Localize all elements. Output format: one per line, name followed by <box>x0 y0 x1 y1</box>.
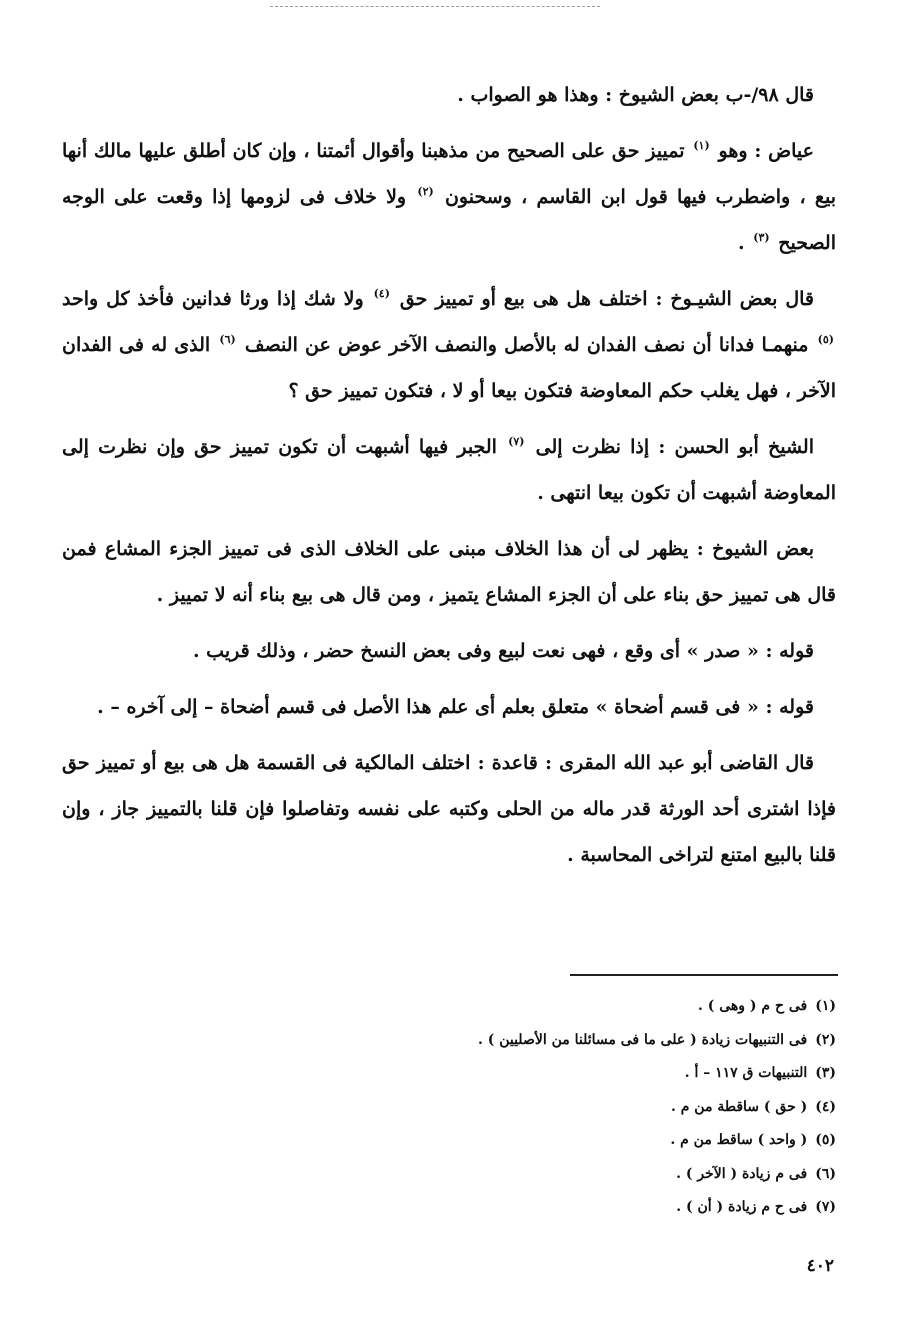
footnote-number: (٧) <box>815 1199 836 1215</box>
footnote-ref-5: (٥) <box>817 333 834 346</box>
footnote-number: (٤) <box>815 1098 836 1115</box>
paragraph-2-text-c: ولا خلاف فى لزومها إذا وقعت على الوجه الصحيح <box>62 186 836 254</box>
paragraph-2-text-b: تمييز حق على الصحيح من مذهبنا وأقوال أئمتنا ، وإن كان أطلق عليها مالك أنها بيع ، واضطرب فيها قول ابن القاسم ، وسحنون <box>62 140 836 208</box>
paragraph-2-text-d: . <box>737 232 752 254</box>
paragraph-3-text-a: قال بعض الشيـوخ : اختلف هل هى بيع أو تمييز حق <box>391 288 814 310</box>
top-scan-rule <box>270 6 600 7</box>
footnote-divider <box>570 974 838 976</box>
paragraph-8: قال القاضى أبو عبد الله المقرى : قاعدة : اختلف المالكية فى القسمة هل هى بيع أو تمييز حق فإذا اشترى أحد الورثة قدر ماله من الحلى وكتبه على نفسه وتفاصلوا فإن قلنا بالتمييز جاز ، وإن قلنا بالبيع امتنع لتراخى المحاسبة . <box>62 752 836 866</box>
paragraph-4-text-a: الشيخ أبو الحسن : إذا نظرت إلى <box>526 436 814 458</box>
paragraph-1: قال ٩٨/-ب بعض الشيوخ : وهذا هو الصواب . <box>457 84 814 106</box>
footnote-text: ( واحد ) ساقط من م . <box>670 1132 808 1148</box>
paragraph-3 <box>62 276 836 414</box>
footnote-ref-4: (٤) <box>373 287 390 300</box>
footnote-item <box>136 1024 836 1058</box>
footnote-ref-3: (٣) <box>753 231 770 244</box>
footnote-text: فى ح م ( وهى ) . <box>697 998 808 1014</box>
footnote-ref-7: (٧) <box>508 435 525 448</box>
footnote-ref-2: (٢) <box>417 185 434 198</box>
paragraph-3-text-d: الذى له فى الفدان الآخر ، فهل يغلب حكم المعاوضة فتكون بيعا أو لا ، فتكون تمييز حق ؟ <box>62 334 836 402</box>
paragraph-4-text-b: الجبر فيها أشبهت أن تكون تمييز حق وإن نظرت إلى المعاوضة أشبهت أن تكون بيعا انتهى . <box>62 436 836 504</box>
footnote-ref-6: (٦) <box>219 333 236 346</box>
footnote-list <box>136 990 836 1225</box>
footnote-number: (٣) <box>815 1065 836 1081</box>
footnote-number: (١) <box>815 998 836 1014</box>
footnote-text: ( حق ) ساقطة من م . <box>671 1098 808 1115</box>
page-number: ٤٠٢ <box>806 1256 834 1276</box>
footnote-number: (٦) <box>815 1165 836 1182</box>
footnote-number: (٥) <box>815 1132 836 1148</box>
paragraph-6: قوله : « صدر » أى وقع ، فهى نعت لبيع وفى بعض النسخ حضر ، وذلك قريب . <box>192 640 814 662</box>
footnote-number: (٢) <box>815 1031 836 1048</box>
footnote-ref-1: (١) <box>693 139 710 152</box>
paragraph-2-text-a: عياض : وهو <box>711 140 814 162</box>
footnote-item <box>136 1091 836 1125</box>
paragraph-7: قوله : « فى قسم أضحاة » متعلق بعلم أى علم هذا الأصل فى قسم أضحاة – إلى آخره – . <box>97 696 814 718</box>
paragraph-2 <box>62 128 836 266</box>
paragraph-5: بعض الشيوخ : يظهر لى أن هذا الخلاف مبنى على الخلاف الذى فى تمييز الجزء المشاع فمن قال هى تمييز حق بناء على أن الجزء المشاع يتميز ، ومن قال هى بيع بناء أنه لا تمييز . <box>62 538 836 606</box>
footnote-item <box>136 1191 836 1225</box>
footnote-text: التنبيهات ق ١١٧ – أ . <box>684 1065 808 1081</box>
paragraph-3-text-c: منهمـا فدانا أن نصف الفدان له بالأصل والنصف الآخر عوض عن النصف <box>237 334 816 356</box>
footnote-item <box>136 990 836 1024</box>
footnote-item <box>136 1124 836 1158</box>
footnote-item <box>136 1158 836 1192</box>
footnote-text: فى التنبيهات زيادة ( على ما فى مسائلنا من الأصليين ) . <box>477 1031 808 1048</box>
paragraph-4 <box>62 424 836 516</box>
footnote-text: فى م زيادة ( الآخر ) . <box>676 1165 808 1182</box>
paragraph-3-text-b: ولا شك إذا ورثا فدانين فأخذ كل واحد <box>62 288 372 310</box>
footnote-text: فى ح م زيادة ( أن ) . <box>676 1199 808 1215</box>
page-body <box>62 72 836 888</box>
footnote-item <box>136 1057 836 1091</box>
